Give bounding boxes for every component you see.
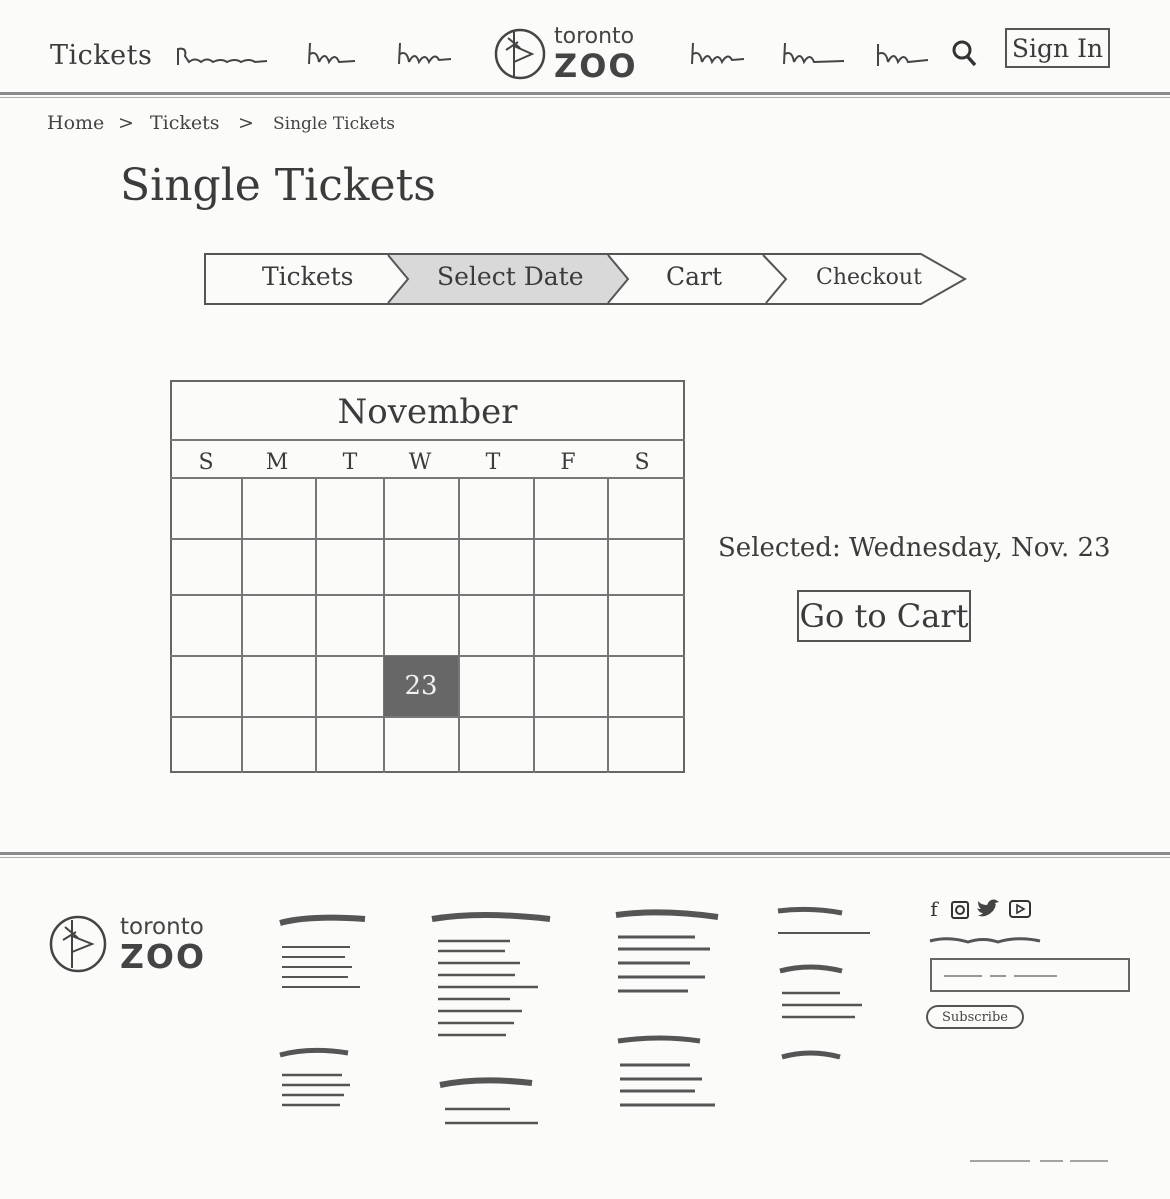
breadcrumb-current: Single Tickets [273,114,396,134]
weekday-friday: F [560,450,576,475]
weekday-wednesday: W [408,450,432,475]
weekday-thursday: T [485,450,501,475]
subscribe-button[interactable]: Subscribe [926,1005,1024,1029]
selected-date-text: Selected: Wednesday, Nov. 23 [718,533,1111,563]
footer-divider [0,852,1170,855]
step-cart[interactable]: Cart [666,262,723,291]
calendar-grid-line [170,439,685,441]
weekday-saturday: S [634,450,650,475]
step-select-date[interactable]: Select Date [437,262,584,291]
calendar-month: November [337,392,518,432]
footer-logo[interactable] [48,912,218,976]
facebook-icon[interactable]: f [930,897,938,921]
header-divider [0,92,1170,95]
footer-heading-placeholder [280,918,365,923]
calendar-grid-line [607,477,609,773]
weekday-monday: M [265,450,289,475]
calendar-grid-line [383,477,385,773]
logo-text-toronto: toronto [120,914,204,940]
page-title: Single Tickets [120,160,436,211]
nav-item-placeholder-3[interactable] [395,40,453,68]
nav-item-placeholder-6[interactable] [872,40,930,68]
zoo-logo-icon [492,26,550,82]
header-logo[interactable] [492,24,642,84]
input-placeholder-scribble [942,972,1062,980]
nav-item-placeholder-4[interactable] [688,40,746,68]
go-to-cart-button[interactable]: Go to Cart [797,590,971,642]
step-checkout[interactable]: Checkout [816,265,922,290]
sign-in-button[interactable]: Sign In [1005,28,1110,68]
twitter-icon[interactable] [975,899,1001,921]
breadcrumb-tickets[interactable]: Tickets [150,112,220,134]
calendar-grid-line [241,477,243,773]
header-divider-thin [0,97,1170,98]
calendar-grid-line [458,477,460,773]
nav-item-placeholder-2[interactable] [305,40,357,68]
calendar-grid-line [533,477,535,773]
logo-text-toronto: toronto [554,24,635,49]
step-tickets[interactable]: Tickets [262,262,354,291]
nav-item-placeholder-5[interactable] [780,40,846,68]
breadcrumb-separator-icon: > [118,112,134,134]
instagram-icon[interactable] [950,900,970,920]
weekday-tuesday: T [342,450,358,475]
footer-divider-thin [0,857,1170,858]
footer-legal-links[interactable] [968,1156,1113,1166]
calendar-day-selected[interactable]: 23 [384,656,458,716]
breadcrumb-separator-icon: > [238,112,254,134]
logo-text-zoo: ZOO [120,937,207,976]
footer-link-columns [270,895,890,1135]
zoo-logo-icon [48,914,110,976]
newsletter-label-placeholder [928,932,1043,948]
calendar-grid-line [315,477,317,773]
youtube-icon[interactable] [1008,899,1032,919]
breadcrumb-home[interactable]: Home [47,112,105,134]
nav-tickets[interactable]: Tickets [50,40,153,71]
weekday-sunday: S [198,450,214,475]
nav-item-placeholder-1[interactable] [175,45,270,70]
logo-text-zoo: ZOO [554,47,638,85]
newsletter-email-input[interactable] [930,958,1130,992]
search-icon[interactable] [950,38,978,68]
